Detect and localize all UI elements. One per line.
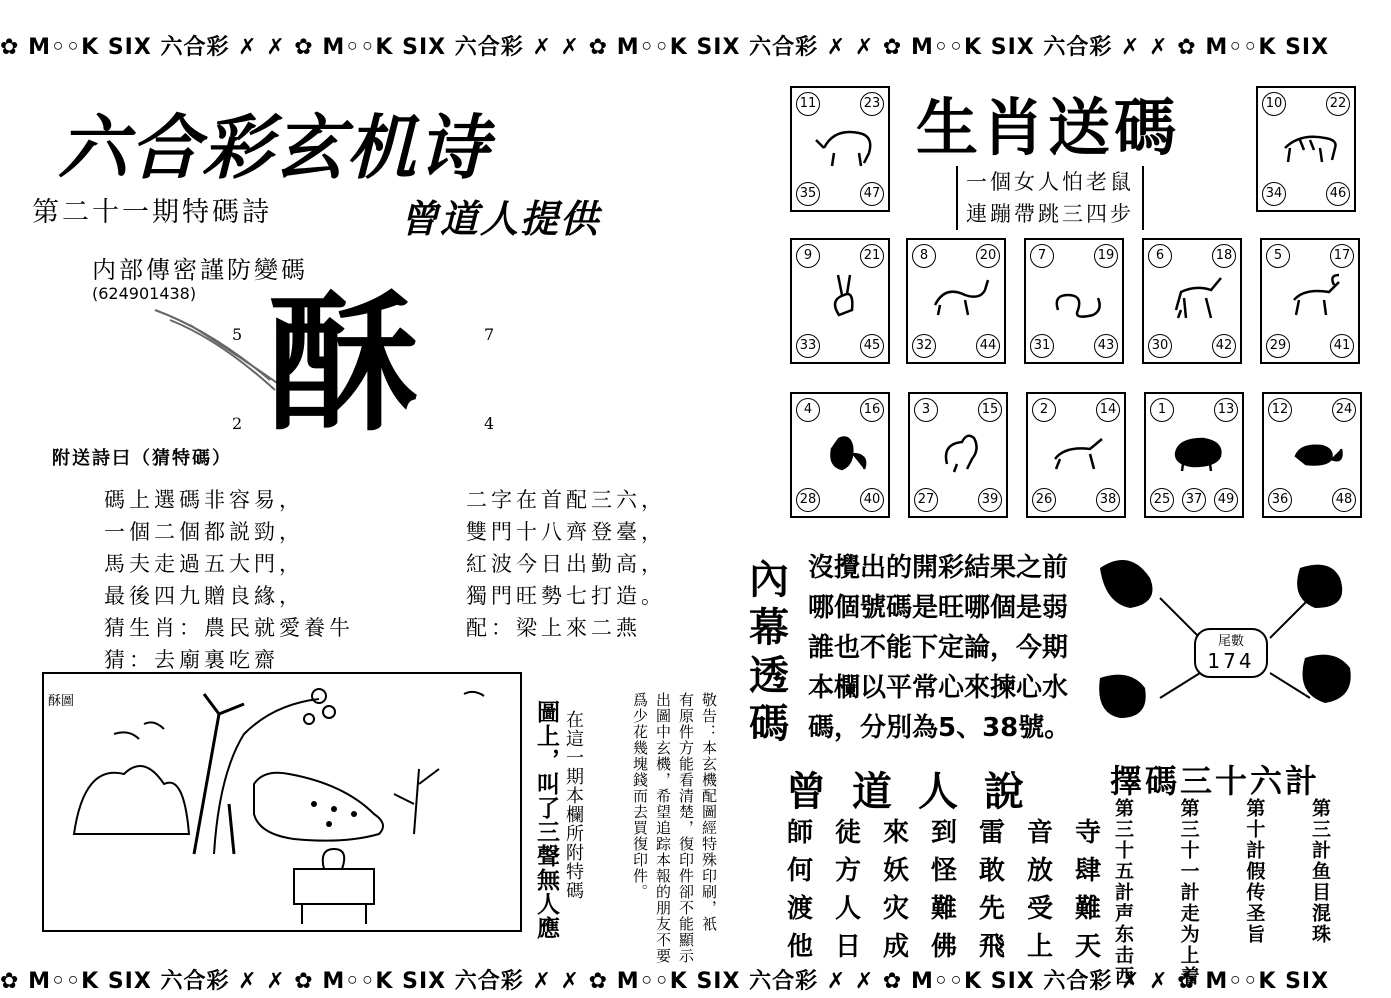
zeng-cell: 放	[1026, 856, 1053, 886]
zodiac-number: 8	[912, 244, 936, 268]
zodiac-number: 5	[1266, 244, 1290, 268]
poem-line: 雙門十八齊登臺，	[466, 520, 666, 544]
riddle-line: 連蹦帶跳三四步	[966, 202, 1134, 226]
strategy-column	[1110, 798, 1137, 987]
zeng-cell: 飛	[978, 932, 1005, 962]
poem-line: 馬夫走過五大門，	[104, 552, 304, 576]
notice-line: 有原件方能看清楚，復印件卻不能顯示	[677, 692, 695, 964]
poem-line: 一個二個都説勁，	[104, 520, 304, 544]
rooster-icon	[932, 424, 992, 474]
zeng-title: 曾道人說	[786, 769, 1050, 815]
zodiac-number: 16	[860, 398, 884, 422]
zeng-cell: 渡	[786, 894, 813, 924]
zeng-cell: 天	[1074, 932, 1101, 962]
zeng-row	[778, 888, 1110, 926]
poem-line: 最後四九贈良緣，	[104, 584, 304, 608]
tiger-icon	[1280, 118, 1340, 168]
corner-number-tl: 5	[232, 325, 243, 344]
picture-label: 酥圖	[48, 694, 75, 709]
strategy-column	[1307, 798, 1334, 958]
zodiac-box-goat	[1260, 238, 1360, 364]
zeng-cell: 敢	[978, 856, 1005, 886]
secret-code: (624901438)	[92, 284, 197, 303]
zodiac-number: 27	[914, 488, 938, 512]
zeng-row	[778, 926, 1110, 964]
zodiac-number: 11	[796, 92, 820, 116]
pig-icon	[1168, 424, 1228, 474]
corner-number-bl: 2	[232, 414, 243, 433]
zodiac-number: 19	[1094, 244, 1118, 268]
horse-icon	[1166, 270, 1226, 320]
zodiac-box-pig	[1144, 392, 1244, 518]
zeng-cell: 師	[786, 818, 813, 848]
zeng-cell: 灾	[882, 894, 909, 924]
strategy-body: 走为上着	[1177, 903, 1200, 987]
zeng-cell: 寺	[1074, 818, 1101, 848]
snake-icon	[1048, 270, 1108, 320]
zodiac-box-rat	[1262, 392, 1362, 518]
zodiac-number: 46	[1326, 182, 1350, 206]
strategy-title: 擇碼三十六計	[1110, 762, 1321, 800]
cat-tree-illustration	[44, 674, 520, 930]
inside-text	[808, 548, 1080, 748]
zeng-cell: 日	[834, 932, 861, 962]
strategy-body: 鱼目混珠	[1308, 861, 1331, 945]
zodiac-number: 37	[1182, 488, 1206, 512]
zodiac-number: 45	[860, 334, 884, 358]
zodiac-number: 6	[1148, 244, 1172, 268]
zeng-cell: 成	[882, 932, 909, 962]
poem-line: 猜生肖：農民就愛養牛	[104, 616, 354, 640]
zodiac-number: 13	[1214, 398, 1238, 422]
zodiac-number: 7	[1030, 244, 1054, 268]
picture-caption-col1: 在這一期本欄所附特碼	[563, 710, 584, 900]
zodiac-number: 47	[860, 182, 884, 206]
zodiac-number: 2	[1032, 398, 1056, 422]
rabbit-icon	[814, 270, 874, 320]
zeng-cell: 怪	[930, 856, 957, 886]
zodiac-number: 14	[1096, 398, 1120, 422]
issue-title: 第二十一期特碼詩	[32, 197, 272, 228]
zeng-cell: 何	[786, 856, 813, 886]
zodiac-number: 1	[1150, 398, 1174, 422]
zodiac-number: 43	[1094, 334, 1118, 358]
dog-icon	[1050, 424, 1110, 474]
zeng-row	[778, 812, 1110, 850]
zodiac-number: 29	[1266, 334, 1290, 358]
zodiac-number: 42	[1212, 334, 1236, 358]
tail-label: 尾數	[1217, 634, 1244, 649]
zeng-cell: 先	[978, 894, 1005, 924]
dragon-icon	[930, 270, 990, 320]
strategy-columns	[1110, 798, 1334, 987]
zodiac-number: 31	[1030, 334, 1054, 358]
zodiac-number: 33	[796, 334, 820, 358]
zodiac-box-rooster	[908, 392, 1008, 518]
zodiac-number: 28	[796, 488, 820, 512]
zodiac-number: 41	[1330, 334, 1354, 358]
zodiac-title: 生肖送碼	[916, 91, 1181, 164]
zodiac-number: 9	[796, 244, 820, 268]
poem-header: 附送詩曰（猜特碼）	[52, 448, 232, 469]
zodiac-number: 21	[860, 244, 884, 268]
strategy-head: 第十計	[1243, 798, 1266, 861]
zeng-cell: 雷	[978, 818, 1005, 848]
zodiac-number: 38	[1096, 488, 1120, 512]
zodiac-number: 39	[978, 488, 1002, 512]
poem-line: 碼上選碼非容易，	[104, 488, 304, 512]
zodiac-number: 3	[914, 398, 938, 422]
corner-number-tr: 7	[484, 325, 495, 344]
strategy-body: 声东击西	[1112, 903, 1134, 987]
zodiac-number: 30	[1148, 334, 1172, 358]
zeng-cell: 方	[834, 856, 861, 886]
big-character: 酥	[268, 278, 419, 452]
zeng-cell: 來	[882, 818, 909, 848]
zeng-cell: 難	[1074, 894, 1101, 924]
zeng-cell: 難	[930, 894, 957, 924]
poem-line: 紅波今日出勤高，	[466, 552, 666, 576]
notice-line: 敬告：本玄機配圖經特殊印刷，衹	[700, 692, 718, 932]
zodiac-number: 44	[976, 334, 1000, 358]
illustration-box	[42, 672, 522, 932]
inside-vertical-title: 內幕透碼	[749, 557, 789, 747]
corner-number-br: 4	[484, 414, 495, 433]
secret-label: 内部傳密謹防變碼	[92, 256, 308, 284]
zodiac-box-monkey	[790, 392, 890, 518]
poem-line: 猜：去廟裏吃齋	[104, 648, 279, 672]
zeng-cell: 上	[1026, 932, 1053, 962]
zodiac-number: 32	[912, 334, 936, 358]
zodiac-box-dragon	[906, 238, 1006, 364]
inside-line: 誰也不能下定論，今期	[808, 633, 1069, 663]
zodiac-box-snake	[1024, 238, 1124, 364]
zeng-cell: 音	[1026, 818, 1053, 848]
monkey-icon	[814, 424, 874, 474]
strategy-head: 第三十一計	[1177, 798, 1200, 903]
bottom-banner: ✿ M◦◦K SIX 六合彩 ✗ ✗ ✿ M◦◦K SIX 六合彩 ✗ ✗ ✿ M◦◦K SIX 六合彩 ✗ ✗ ✿ M◦◦K SIX 六合彩 ✗ ✗ ✿ M◦◦K SIX	[0, 969, 1330, 994]
zodiac-number: 26	[1032, 488, 1056, 512]
poem-right-column	[466, 484, 666, 644]
zodiac-number: 48	[1332, 488, 1356, 512]
tail-number-box	[1194, 628, 1268, 678]
author-title: 曾道人提供	[400, 197, 601, 241]
zeng-grid	[778, 812, 1110, 964]
zodiac-number: 22	[1326, 92, 1350, 116]
strategy-body: 假传圣旨	[1243, 861, 1266, 945]
inside-line: 哪個號碼是旺哪個是弱	[808, 593, 1069, 623]
zodiac-number: 36	[1268, 488, 1292, 512]
main-title: 六合彩玄机诗	[58, 107, 490, 189]
zodiac-number: 20	[976, 244, 1000, 268]
poem-left-column	[104, 484, 354, 676]
zodiac-box-horse	[1142, 238, 1242, 364]
strategy-column	[1176, 798, 1203, 987]
goat-icon	[1284, 270, 1344, 320]
zodiac-number: 25	[1150, 488, 1174, 512]
zeng-cell: 他	[786, 932, 813, 962]
notice-line: 爲少花幾塊錢而去買復印件。	[631, 692, 649, 900]
picture-caption-col2: 圖上，叫了三聲無人應	[533, 700, 560, 940]
zodiac-number: 35	[796, 182, 820, 206]
zeng-cell: 徒	[834, 818, 861, 848]
rat-icon	[1286, 424, 1346, 474]
zodiac-number: 10	[1262, 92, 1286, 116]
zodiac-number: 12	[1268, 398, 1292, 422]
strategy-head: 第三十五計	[1112, 798, 1134, 903]
zodiac-number: 23	[860, 92, 884, 116]
top-banner: ✿ M◦◦K SIX 六合彩 ✗ ✗ ✿ M◦◦K SIX 六合彩 ✗ ✗ ✿ M◦◦K SIX 六合彩 ✗ ✗ ✿ M◦◦K SIX 六合彩 ✗ ✗ ✿ M◦◦K SIX	[0, 35, 1330, 60]
zodiac-number: 17	[1330, 244, 1354, 268]
poem-line: 二字在首配三六，	[466, 488, 666, 512]
zeng-row	[778, 850, 1110, 888]
riddle-line: 一個女人怕老鼠	[966, 170, 1134, 194]
inside-line: 碼，分別為5、38號。	[808, 713, 1071, 743]
poem-line: 配：梁上來二燕	[466, 616, 641, 640]
strategy-head: 第三計	[1308, 798, 1331, 861]
zodiac-box-dog	[1026, 392, 1126, 518]
zodiac-box-rabbit	[790, 238, 890, 364]
zodiac-number: 4	[796, 398, 820, 422]
tail-value: 174	[1207, 649, 1255, 673]
inside-line: 本欄以平常心來揀心水	[808, 673, 1069, 703]
inside-line: 沒攪出的開彩結果之前	[808, 553, 1069, 583]
zodiac-number: 34	[1262, 182, 1286, 206]
notice-line: 出圖中玄機，希望追踪本報的朋友不要	[654, 692, 672, 964]
zodiac-number: 15	[978, 398, 1002, 422]
zodiac-number: 24	[1332, 398, 1356, 422]
zeng-cell: 佛	[930, 932, 957, 962]
zodiac-number: 40	[860, 488, 884, 512]
zodiac-riddle	[956, 166, 1144, 230]
ox-icon	[814, 118, 874, 168]
zodiac-number: 49	[1214, 488, 1238, 512]
zodiac-box-tiger	[1256, 86, 1356, 212]
zeng-cell: 肆	[1074, 856, 1101, 886]
zeng-cell: 到	[930, 818, 957, 848]
zeng-cell: 妖	[882, 856, 909, 886]
strategy-column	[1241, 798, 1268, 958]
poem-line: 獨門旺勢七打造。	[466, 584, 666, 608]
zeng-cell: 人	[834, 894, 861, 924]
notice-block	[600, 692, 720, 964]
zodiac-box-ox	[790, 86, 890, 212]
zodiac-number: 18	[1212, 244, 1236, 268]
zeng-cell: 受	[1026, 894, 1053, 924]
